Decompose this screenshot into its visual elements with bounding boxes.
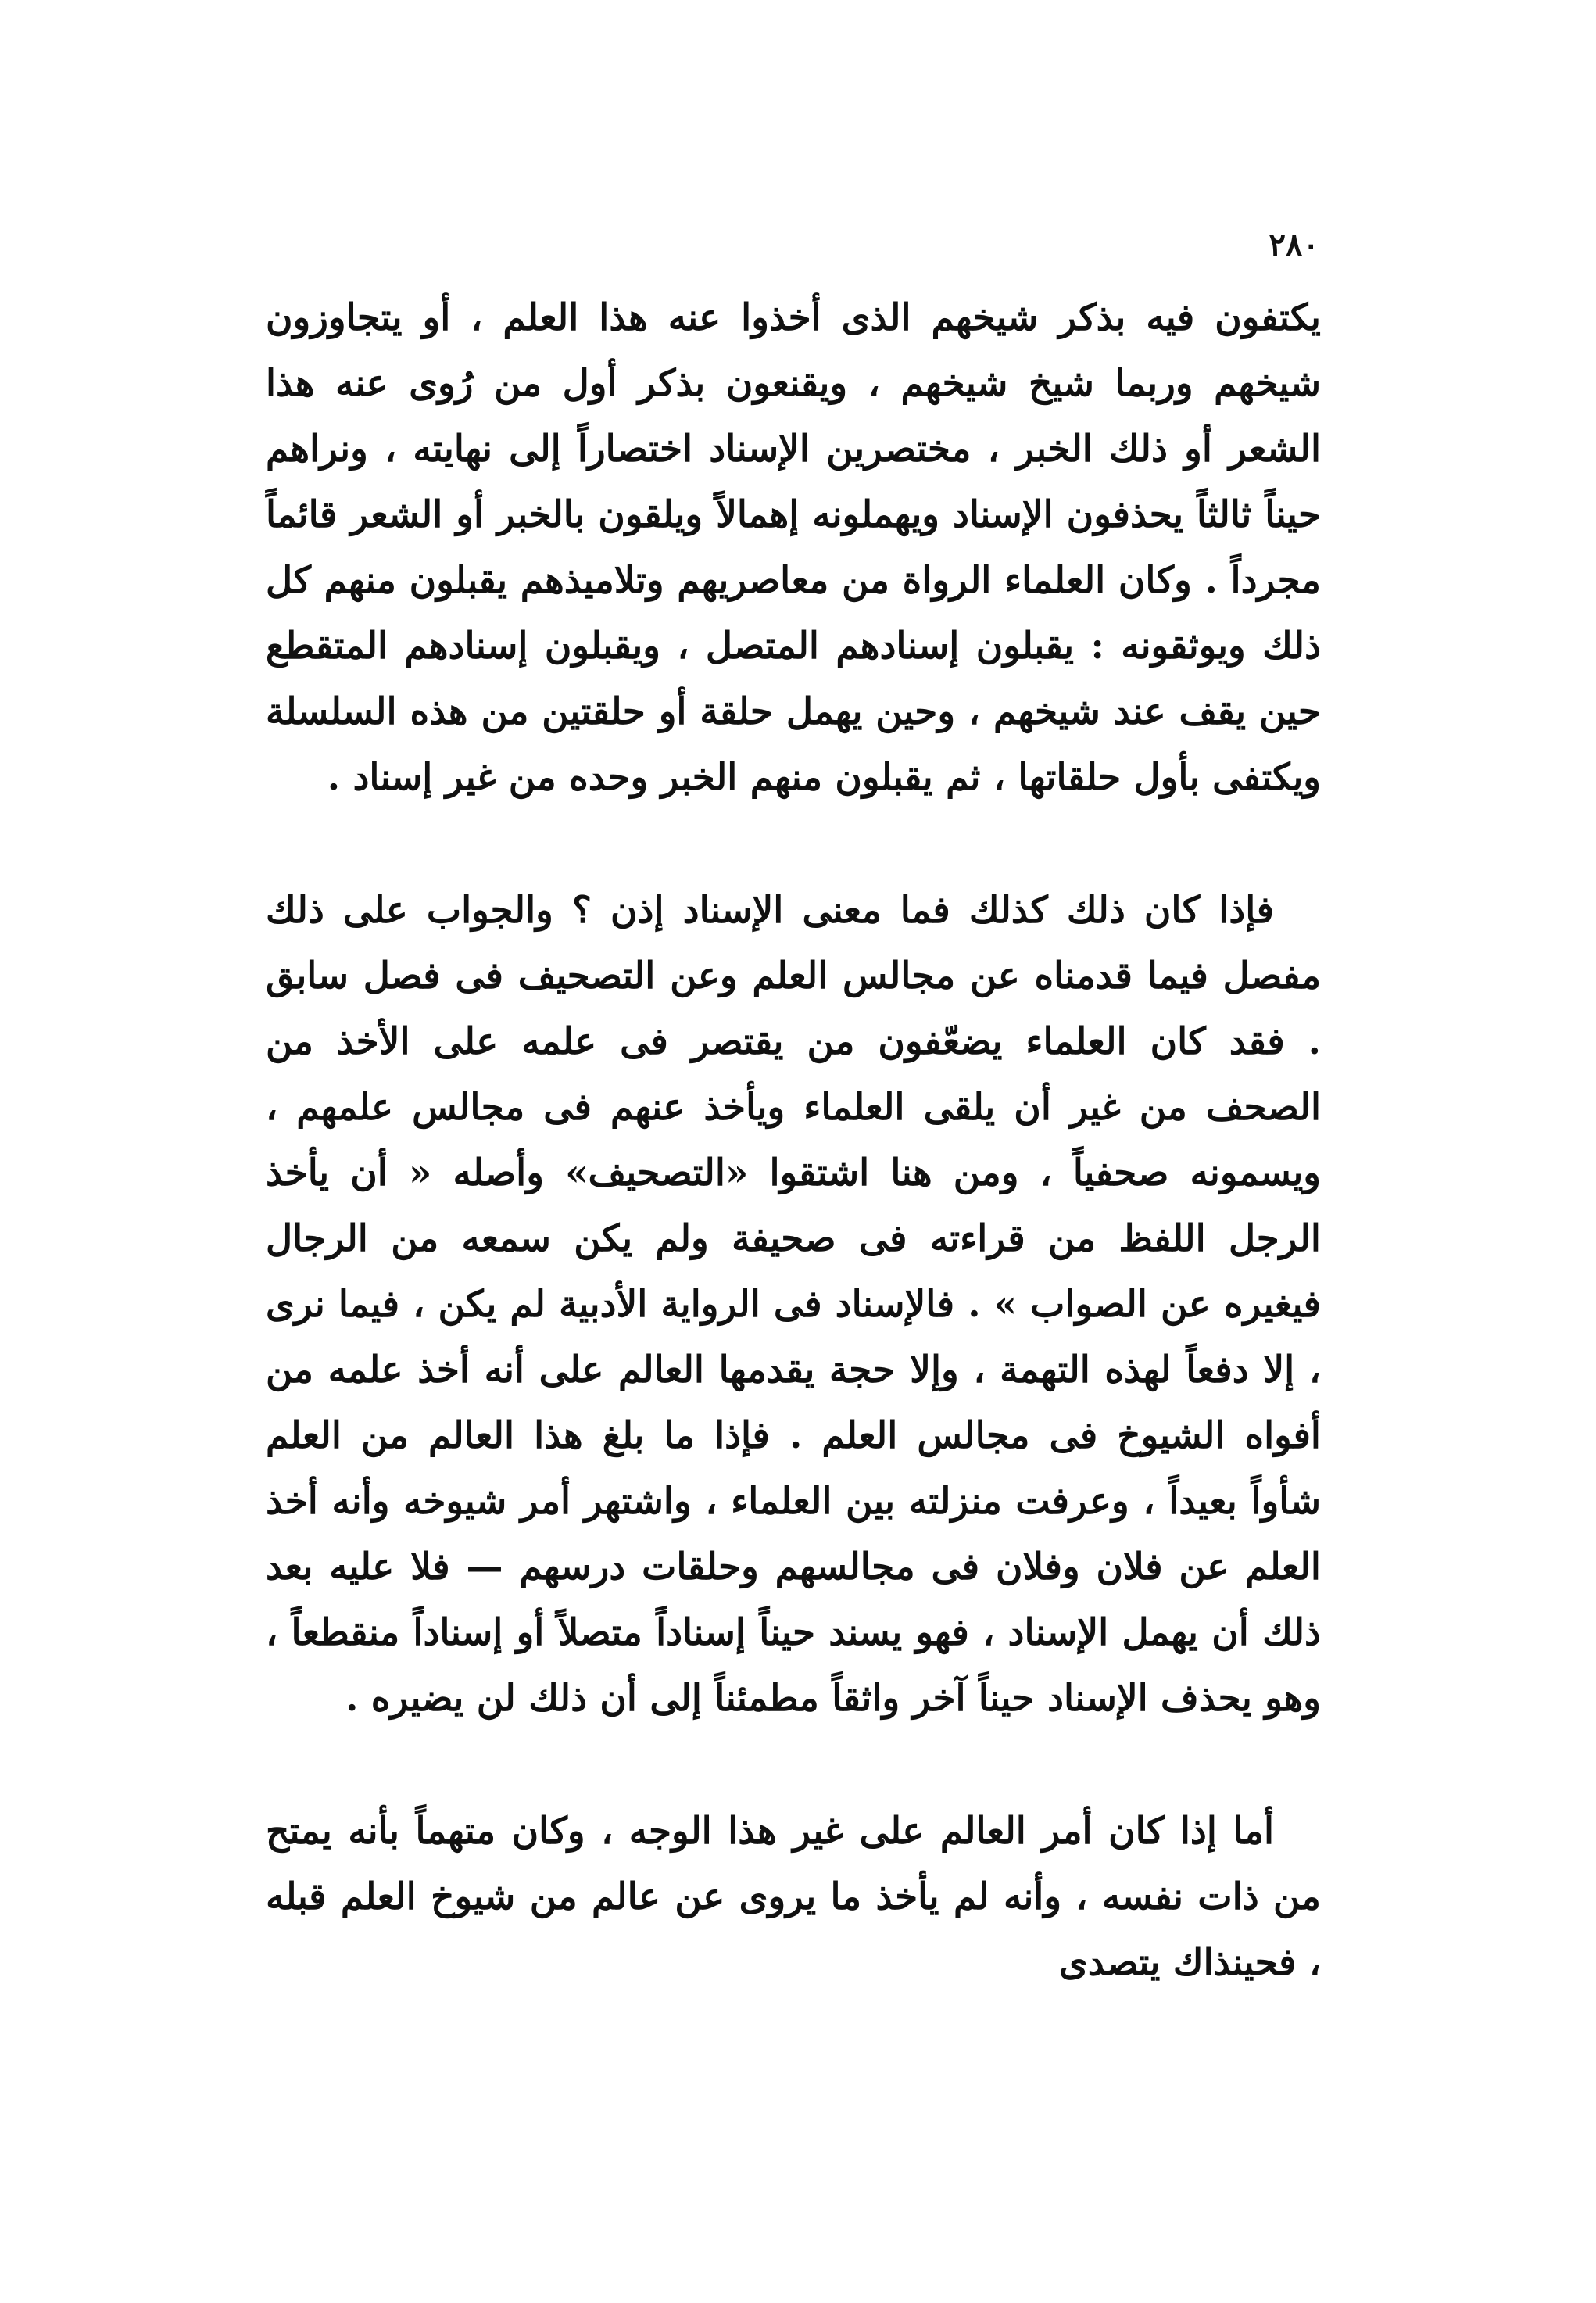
- paragraph-3: أما إذا كان أمر العالم على غير هذا الوجه ، وكان متهماً بأنه يمتح من ذات نفسه ، وأنه لم يأخذ ما يروى عن عالم من شيوخ العلم قبله ، فحينذاك يتصدى: [266, 1810, 1321, 1984]
- page-number: ٢٨٠: [1269, 227, 1319, 263]
- paragraph-1: يكتفون فيه بذكر شيخهم الذى أخذوا عنه هذا العلم ، أو يتجاوزون شيخهم وربما شيخ شيخهم ، ويقنعون بذكر أول من رُوى عنه هذا الشعر أو ذلك الخبر ، مختصرين الإسناد اختصاراً إلى نهايته ، ونراهم حيناً ثالثاً يحذفون الإسناد ويهملونه إهمالاً ويلقون بالخبر أو الشعر قائماً مجرداً . وكان العلماء الرواة من معاصريهم وتلاميذهم يقبلون منهم كل ذلك ويوثقونه : يقبلون إسنادهم المتصل ، ويقبلون إسنادهم المتقطع حين يقف عند شيخهم ، وحين يهمل حلقة أو حلقتين من هذه السلسلة ويكتفى بأول حلقاتها ، ثم يقبلون منهم الخبر وحده من غير إسناد .: [266, 296, 1321, 799]
- body-text: [266, 285, 1321, 1996]
- paragraph-2: فإذا كان ذلك كذلك فما معنى الإسناد إذن ؟ والجواب على ذلك مفصل فيما قدمناه عن مجالس العلم وعن التصحيف فى فصل سابق . فقد كان العلماء يضعّفون من يقتصر فى علمه على الأخذ من الصحف من غير أن يلقى العلماء ويأخذ عنهم فى مجالس علمهم ، ويسمونه صحفياً ، ومن هنا اشتقوا «التصحيف» وأصله « أن يأخذ الرجل اللفظ من قراءته فى صحيفة ولم يكن سمعه من الرجال فيغيره عن الصواب » . فالإسناد فى الرواية الأدبية لم يكن ، فيما نرى ، إلا دفعاً لهذه التهمة ، وإلا حجة يقدمها العالم على أنه أخذ علمه من أفواه الشيوخ فى مجالس العلم . فإذا ما بلغ هذا العالم من العلم شأواً بعيداً ، وعرفت منزلته بين العلماء ، واشتهر أمر شيوخه وأنه أخذ العلم عن فلان وفلان فى مجالسهم وحلقات درسهم — فلا عليه بعد ذلك أن يهمل الإسناد ، فهو يسند حيناً إسناداً متصلاً أو إسناداً منقطعاً ، وهو يحذف الإسناد حيناً آخر واثقاً مطمئناً إلى أن ذلك لن يضيره .: [266, 889, 1321, 1720]
